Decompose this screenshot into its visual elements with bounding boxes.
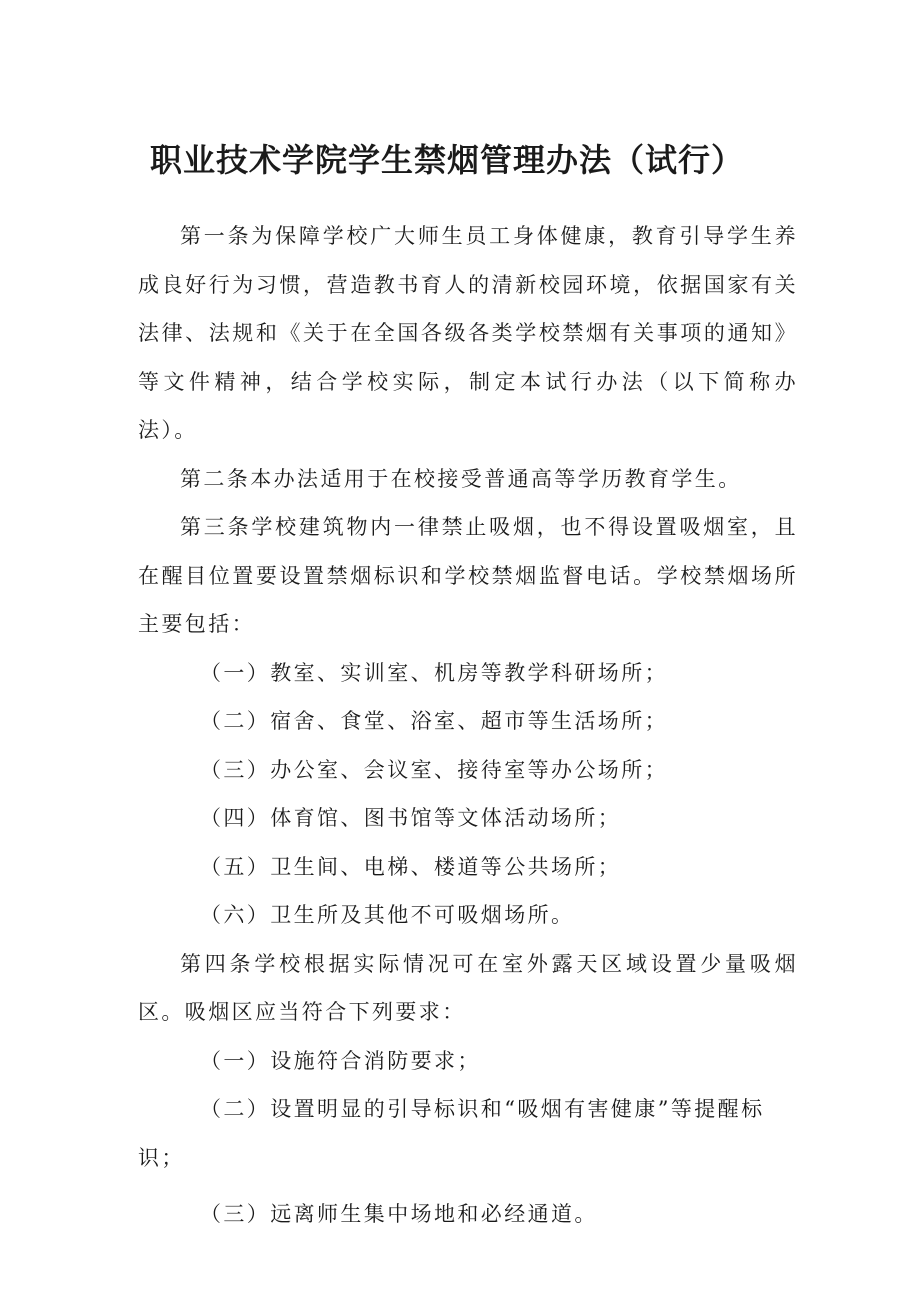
- article-3-item-3: （三）办公室、会议室、接待室等办公场所；: [200, 757, 668, 782]
- document-body: [138, 212, 798, 1239]
- article-4-item-1: （一）设施符合消防要求；: [200, 1048, 481, 1073]
- article-3-item-5: （五）卫生间、电梯、楼道等公共场所；: [200, 854, 622, 879]
- article-3-item-2: （二）宿舍、食堂、浴室、超市等生活场所；: [200, 709, 668, 733]
- article-2-paragraph: 第二条本办法适用于在校接受普通高等学历教育学生。: [180, 466, 742, 491]
- article-3-paragraph: 第三条学校建筑物内一律禁止吸烟，也不得设置吸烟室，且在醒目位置要设置禁烟标识和学校禁烟监督电话。学校禁烟场所主要包括：: [138, 515, 798, 636]
- article-1-paragraph: 第一条为保障学校广大师生员工身体健康，教育引导学生养成良好行为习惯，营造教书育人的清新校园环境，依据国家有关法律、法规和《关于在全国各级各类学校禁烟有关事项的通知》等文件精神，结合学校实际，制定本试行办法（以下简称办法）。: [138, 224, 798, 442]
- article-4-item-3: （三）远离师生集中场地和必经通道。: [200, 1202, 598, 1226]
- article-4-item-2: （二）设置明显的引导标识和“吸烟有害健康”等提醒标识；: [138, 1097, 765, 1170]
- article-3-item-1: （一）教室、实训室、机房等教学科研场所；: [200, 660, 668, 685]
- document-title: 职业技术学院学生禁烟管理办法（试行）: [150, 141, 745, 179]
- article-4-paragraph: 第四条学校根据实际情况可在室外露天区域设置少量吸烟区。吸烟区应当符合下列要求：: [138, 951, 798, 1024]
- article-3-item-4: （四）体育馆、图书馆等文体活动场所；: [200, 806, 622, 830]
- article-3-item-6: （六）卫生所及其他不可吸烟场所。: [200, 903, 575, 927]
